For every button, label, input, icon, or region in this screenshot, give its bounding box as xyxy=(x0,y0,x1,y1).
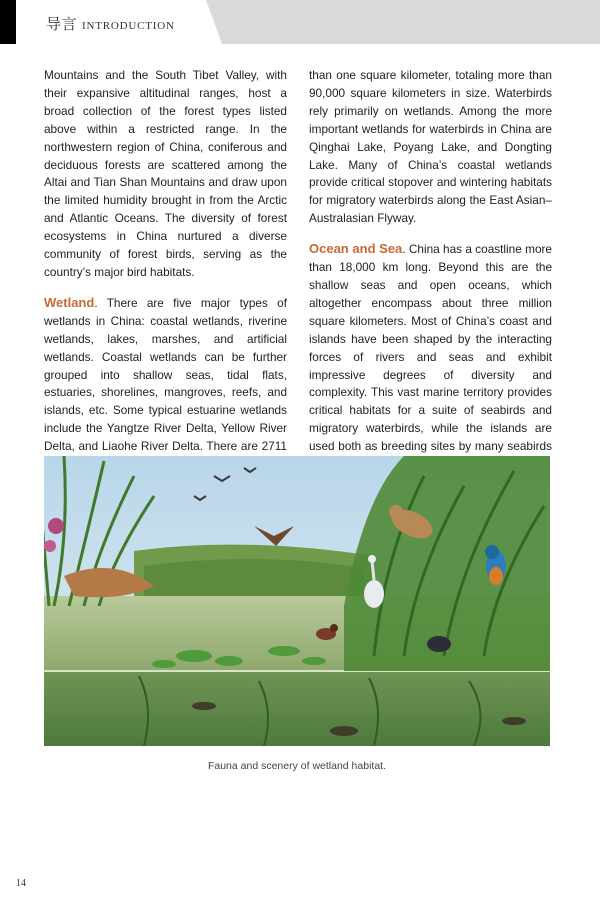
section-title-zh: 导言 xyxy=(46,17,78,33)
ocean-text: . China has a coastline more than 18,000 km long. Beyond this are the shallow seas and open oceans, which altogether encompass about three million square kilometers. Most of China’s coast and islands have been shaped by the interacting forces of rivers and seas and exhibit impressive degrees of diversity and complexity. This vast marine territory provides critical habitats for a suite of seabirds and migratory waterbirds, while the islands are used both as breeding sites by many seabirds xyxy=(309,242,552,454)
right-column xyxy=(309,67,552,486)
section-title xyxy=(46,13,175,34)
page-number: 14 xyxy=(16,878,26,889)
forest-paragraph: Mountains and the South Tibet Valley, with their expansive altitudinal ranges, host a broad collection of the forest types listed above within a restricted range. In the northwestern region of China, coniferous and deciduous forests are scattered among the Altai and Tian Shan Mountains and draw upon the limited humidity brought in from the Arctic and Atlantic Oceans. The diversity of forest ecosystems in China nurtured a diverse community of forest birds, serving as the country’s major bird habitats. xyxy=(44,68,287,279)
ocean-heading: Ocean and Sea xyxy=(309,241,403,257)
wetland-illustration xyxy=(44,456,550,746)
figure-caption: Fauna and scenery of wetland habitat. xyxy=(207,760,387,772)
wetland-text: . There are five major types of wetlands in China: coastal wetlands, riverine wetlands, lakes, marshes, and artificial wetlands. Coastal wetlands can be further grouped into shallow seas, tidal flats, estuaries, shorelines, mangroves, reefs, and islands, etc. Some typical estuarine wetlands include the Yangtze River Delta, Yellow River Delta, and Liaohe River Delta. There are 2711 xyxy=(44,295,287,454)
left-column xyxy=(44,67,287,504)
section-title-en: INTRODUCTION xyxy=(82,20,175,32)
wetland-scene-svg xyxy=(44,456,550,746)
wetland-heading: Wetland xyxy=(44,294,95,310)
ocean-paragraph xyxy=(309,240,552,474)
header-black-block xyxy=(0,0,16,44)
waterbirds-paragraph: than one square kilometer, totaling more than 90,000 square kilometers in size. Waterbirds rely primarily on wetlands. Among the more important wetlands for waterbirds in China are Qinghai Lake, Poyang Lake, and Dongting Lake. Many of China’s coastal wetlands provide critical stopover and wintering habitats for migratory waterbirds along the East Asian–Australasian Flyway. xyxy=(309,68,552,226)
